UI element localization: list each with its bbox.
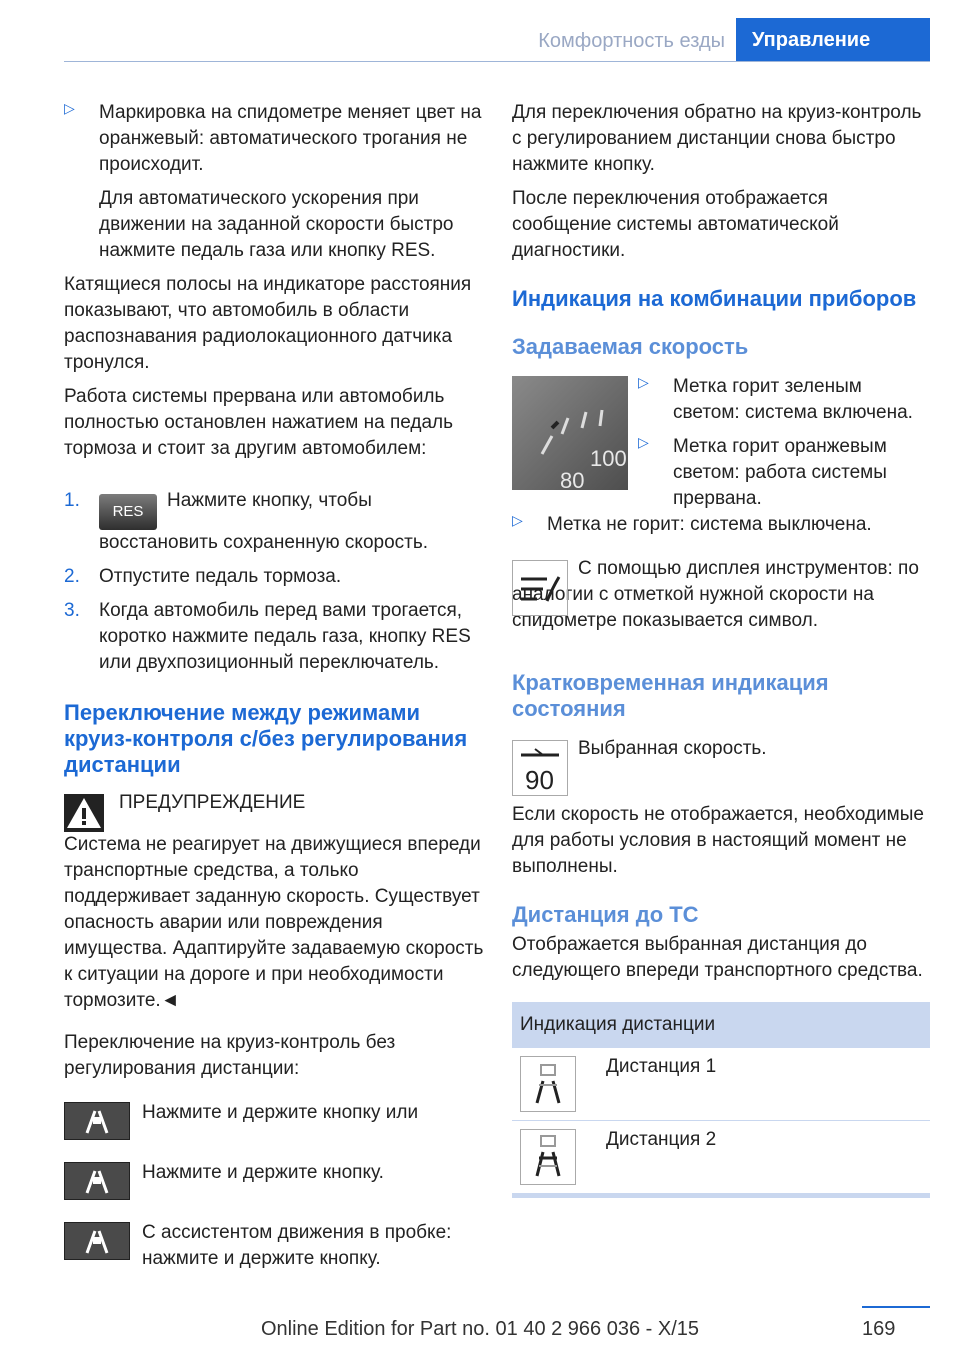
bullet-text: Метка не горит: система выключена. [547, 514, 872, 535]
selected-speed-icon [512, 740, 568, 796]
traffic-assist-button-icon [64, 1222, 130, 1260]
step-number: 3. [64, 600, 80, 621]
distance-2-icon [520, 1129, 576, 1185]
table-cell: Дистанция 2 [598, 1121, 930, 1196]
display-symbol-block [512, 556, 930, 634]
paragraph: Для переключения обратно на круиз-контроль с регулированием дистанции снова быстро нажмите кнопку. [512, 102, 922, 175]
paragraph: Работа системы прервана или автомобиль полностью остановлен нажатием на педаль тормоза и стоит за другим автомобилем: [64, 386, 454, 459]
paragraph: С помощью дисплея инструментов: по аналогии с отметкой нужной скорости на спидометре показывается символ. [512, 558, 919, 631]
table-row [512, 1121, 930, 1196]
step-1 [64, 488, 484, 556]
button-instruction-row [64, 1160, 484, 1200]
speedo-label-100: 100 [590, 446, 627, 471]
bullet-triangle-icon: ▷ [64, 100, 75, 116]
bullet-text: Маркировка на спидометре меняет цвет на оранжевый: автоматического трогания не происходит. [99, 102, 482, 175]
paragraph: Если скорость не отображается, необходимые для работы условия в настоящий момент не выполнены. [512, 804, 924, 877]
page-number: 169 [862, 1318, 896, 1340]
subsection-heading: Кратковременная индикация состояния [512, 670, 829, 721]
speed-icon-value: 90 [525, 765, 554, 795]
step-text: Нажмите кнопку, чтобы восстановить сохраненную скорость. [99, 490, 429, 553]
bullet-text: Метка горит зеленым светом: система включена. [673, 376, 913, 423]
bullet-continuation: Для автоматического ускорения при движении на заданной скорости быстро нажмите педаль газа или кнопку RES. [99, 188, 454, 261]
button-instruction-row [64, 1100, 484, 1140]
table-cell: Дистанция 1 [598, 1048, 930, 1121]
button-instruction-row [64, 1220, 484, 1272]
section-heading: Переключение между режимами круиз-контроля с/без регулирования дистанции [64, 700, 468, 777]
bullet-text: Метка горит оранжевым светом: работа системы прервана. [673, 436, 887, 509]
selected-speed-block [512, 736, 930, 796]
footer-rule [862, 1306, 930, 1308]
paragraph: Выбранная скорость. [578, 738, 767, 759]
speed-marking-block [512, 374, 930, 509]
header-section: Комфортность езды [538, 30, 725, 52]
header-rule [64, 61, 930, 62]
subsection-heading: Задаваемая скорость [512, 334, 749, 359]
bullet-item [512, 512, 930, 538]
res-button-icon: RES [99, 494, 157, 530]
distance-1-icon [520, 1056, 576, 1112]
bullet-triangle-icon: ▷ [638, 434, 649, 450]
step-3 [64, 598, 484, 676]
cruise-control-display-icon [512, 560, 568, 616]
paragraph: Отображается выбранная дистанция до следующего впереди транспортного средства. [512, 934, 923, 981]
button-instruction: Нажмите и держите кнопку. [142, 1162, 384, 1183]
bullet-triangle-icon: ▷ [512, 512, 523, 528]
bullet-triangle-icon: ▷ [638, 374, 649, 390]
left-column [64, 100, 484, 1272]
traffic-assist-button-icon [64, 1162, 130, 1200]
paragraph: Катящиеся полосы на индикаторе расстояния показывают, что автомобиль в области распознавания радиолокационного датчика тронулся. [64, 274, 472, 373]
step-text: Отпустите педаль тормоза. [99, 566, 342, 587]
step-number: 1. [64, 490, 80, 511]
warning-icon [64, 794, 104, 832]
step-number: 2. [64, 566, 80, 587]
traffic-assist-button-icon [64, 1102, 130, 1140]
table-row [512, 1048, 930, 1121]
warning-block [64, 790, 484, 830]
right-column [512, 100, 930, 1198]
speedo-label-80: 80 [560, 468, 585, 490]
button-instruction: С ассистентом движения в пробке: нажмите и держите кнопку. [142, 1222, 452, 1269]
footer-edition: Online Edition for Part no. 01 40 2 966 036 - X/15 [260, 1318, 700, 1340]
step-2 [64, 564, 484, 590]
speedometer-image [512, 376, 628, 490]
warning-text: Система не реагирует на движущиеся впереди транспортные средства, а только поддерживает заданную скорость. Существует опасность аварии или повреждения имущества. Адаптируйте задаваемую скорость к ситуации на дороге и при необходимости тормозите.◄ [64, 834, 484, 1011]
step-text: Когда автомобиль перед вами трогается, коротко нажмите педаль газа, кнопку RES или двухпозиционный переключатель. [99, 600, 471, 673]
subsection-heading: Дистанция до ТС [512, 902, 699, 927]
bullet-item [638, 434, 930, 512]
table-header: Индикация дистанции [512, 1002, 930, 1048]
bullet-item [64, 100, 484, 264]
section-heading: Индикация на комбинации приборов [512, 286, 917, 311]
paragraph: Переключение на круиз-контроль без регулирования дистанции: [64, 1032, 396, 1079]
header-chapter-tab[interactable]: Управление [736, 18, 930, 61]
distance-table [512, 1002, 930, 1198]
button-instruction: Нажмите и держите кнопку или [142, 1102, 419, 1123]
paragraph: После переключения отображается сообщение системы автоматической диагностики. [512, 188, 839, 261]
bullet-item [638, 374, 930, 426]
warning-title: ПРЕДУПРЕЖДЕНИЕ [119, 792, 306, 813]
